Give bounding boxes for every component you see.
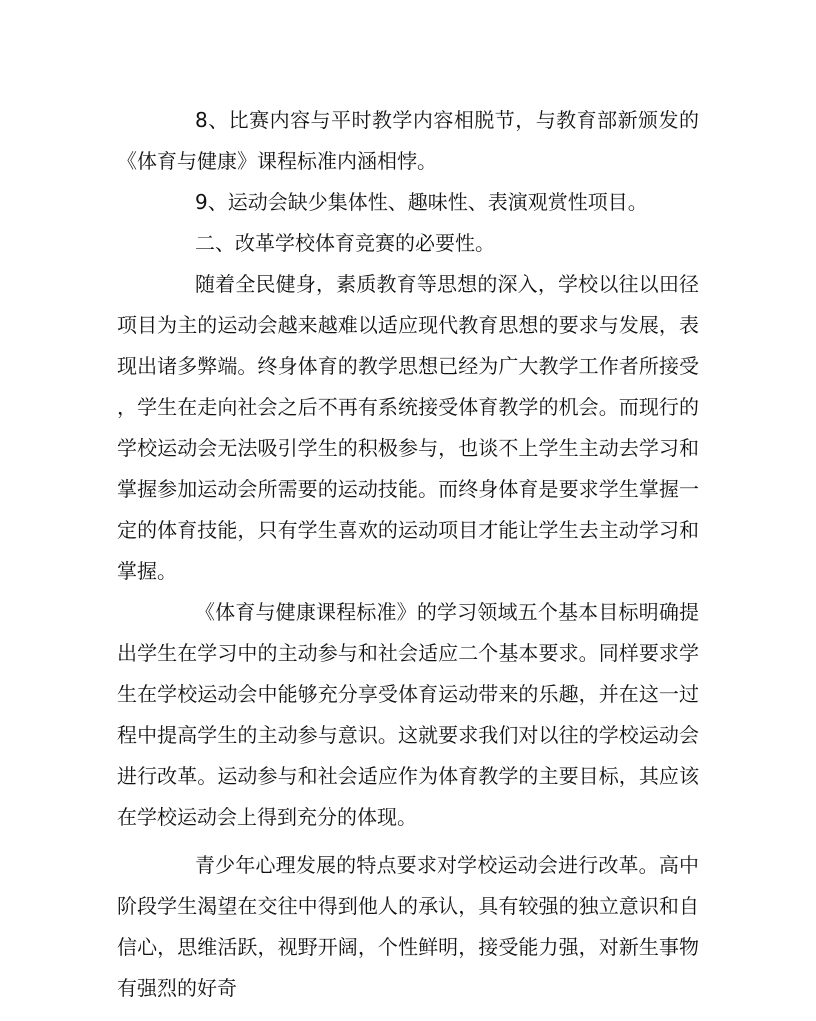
document-body bbox=[117, 100, 699, 1009]
paragraph-item-8: 8、比赛内容与平时教学内容相脱节，与教育部新颁发的《体育与健康》课程标准内涵相悖。 bbox=[117, 108, 699, 173]
paragraph-item-9: 9、运动会缺少集体性、趣味性、表演观赏性项目。 bbox=[195, 190, 648, 214]
paragraph-body: 青少年心理发展的特点要求对学校运动会进行改革。高中阶段学生渴望在交往中得到他人的承认，具有较强的独立意识和自信心，思维活跃，视野开阔，个性鲜明，接受能力强，对新生事物有强烈的好奇 bbox=[117, 853, 699, 1000]
section-heading: 二、改革学校体育竞赛的必要性。 bbox=[195, 231, 495, 255]
paragraph-body: 随着全民健身，素质教育等思想的深入，学校以往以田径项目为主的运动会越来越难以适应现代教育思想的要求与发展，表现出诸多弊端。终身体育的教学思想已经为广大教学工作者所接受，学生在走向社会之后不再有系统接受体育教学的机会。而现行的学校运动会无法吸引学生的积极参与，也谈不上学生主动去学习和掌握参加运动会所需要的运动技能。而终身体育是要求学生掌握一定的体育技能，只有学生喜欢的运动项目才能让学生去主动学习和掌握。 bbox=[117, 272, 699, 583]
paragraph-body: 《体育与健康课程标准》的学习领域五个基本目标明确提出学生在学习中的主动参与和社会适应二个基本要求。同样要求学生在学校运动会中能够充分享受体育运动带来的乐趣，并在这一过程中提高学生的主动参与意识。这就要求我们对以往的学校运动会进行改革。运动参与和社会适应作为体育教学的主要目标，其应该在学校运动会上得到充分的体现。 bbox=[117, 600, 699, 829]
